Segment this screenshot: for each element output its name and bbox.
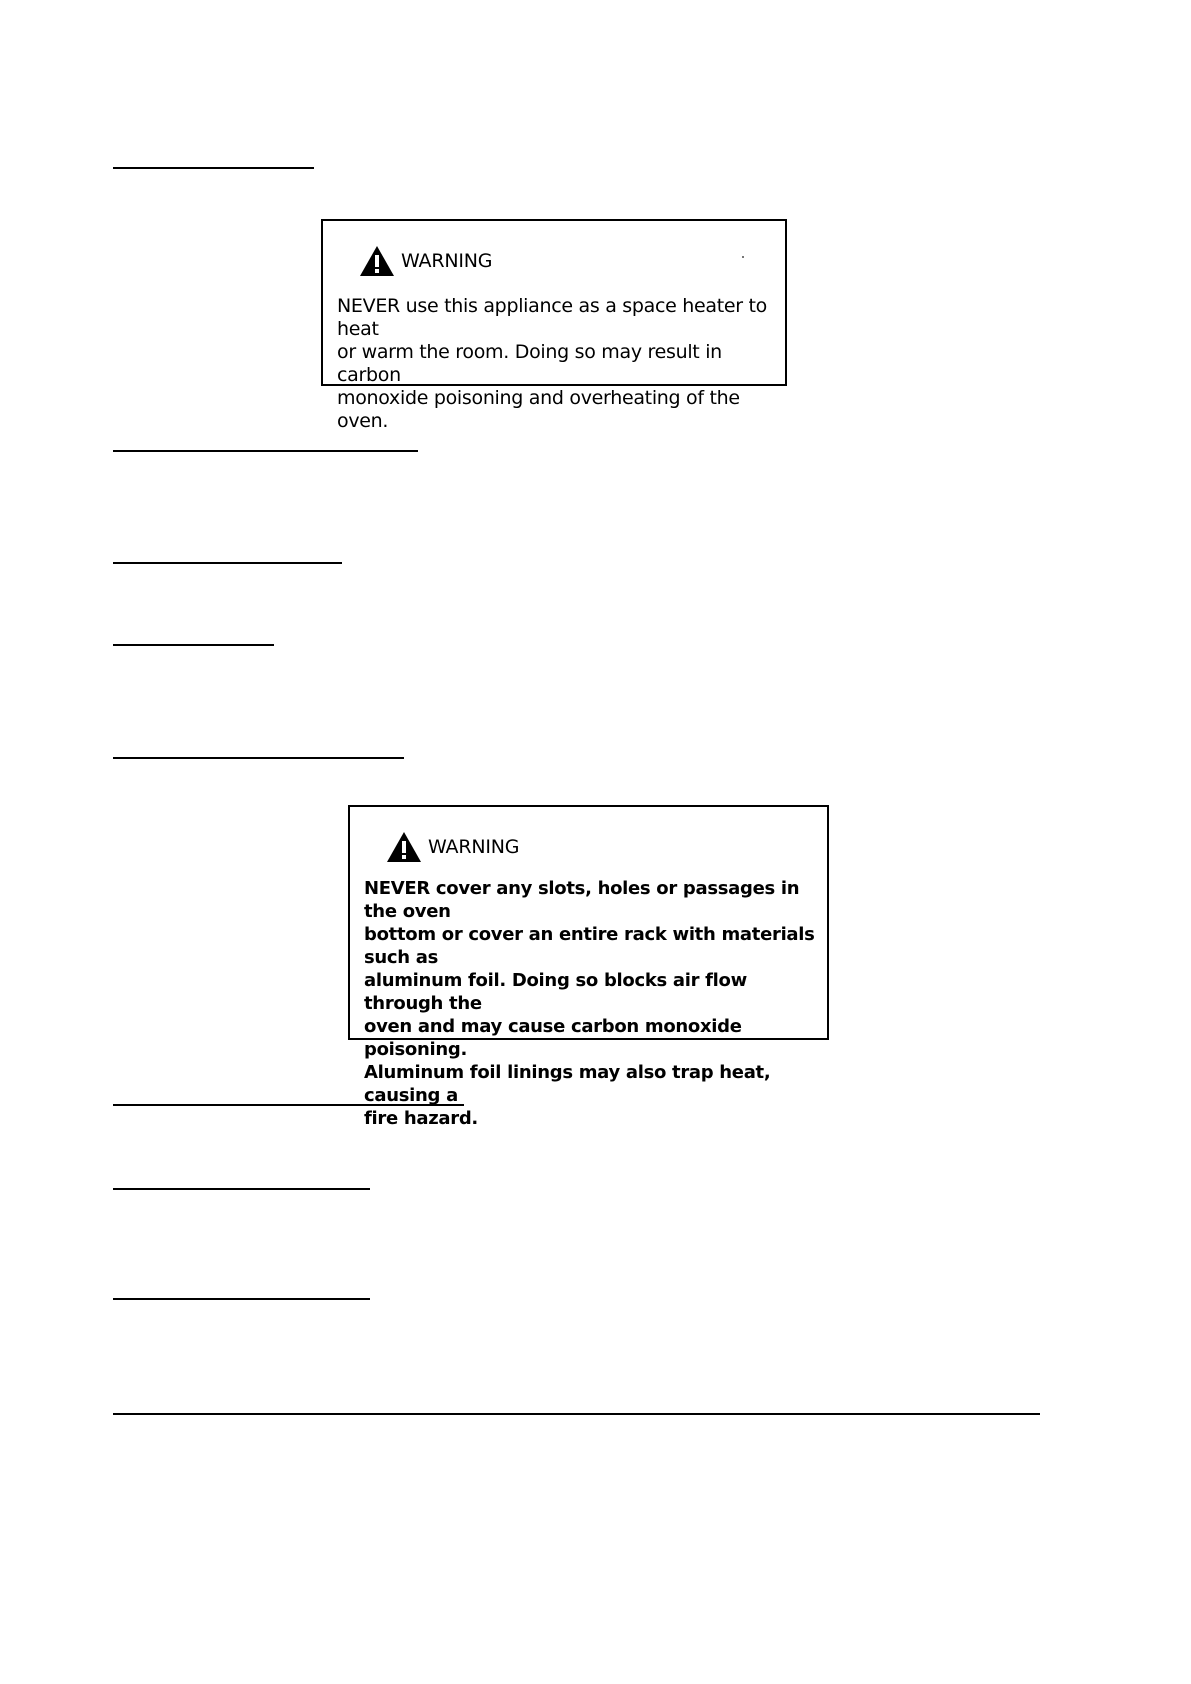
warning-box-space-heater (321, 219, 787, 432)
scan-speck (742, 256, 744, 258)
heading-rule-7 (113, 1188, 370, 1190)
heading-rule-1 (113, 167, 314, 169)
section-divider (113, 1413, 1040, 1415)
warning-text: NEVER use this appliance as a space heater to heat or warm the room. Doing so may result in carbon monoxide poisoning and overheating of the oven. (337, 295, 768, 432)
warning-triangle-icon (386, 831, 422, 863)
warning-triangle-icon (359, 245, 395, 277)
heading-rule-4 (113, 644, 274, 646)
warning-header (386, 831, 519, 863)
heading-rule-5 (113, 757, 404, 759)
heading-rule-8 (113, 1298, 370, 1300)
warning-text: NEVER cover any slots, holes or passages in the oven bottom or cover an entire rack with materials such as aluminum foil. Doing so blocks air flow through the oven and may cause carbon monoxide poisoning. Aluminum foil linings may also trap heat, causing a fire hazard. (364, 878, 815, 1129)
warning-title: WARNING (401, 250, 493, 272)
heading-rule-3 (113, 562, 342, 564)
heading-rule-2 (113, 450, 418, 452)
warning-header (359, 245, 492, 277)
warning-title: WARNING (428, 836, 520, 858)
warning-box-cover-slots (348, 805, 829, 1129)
